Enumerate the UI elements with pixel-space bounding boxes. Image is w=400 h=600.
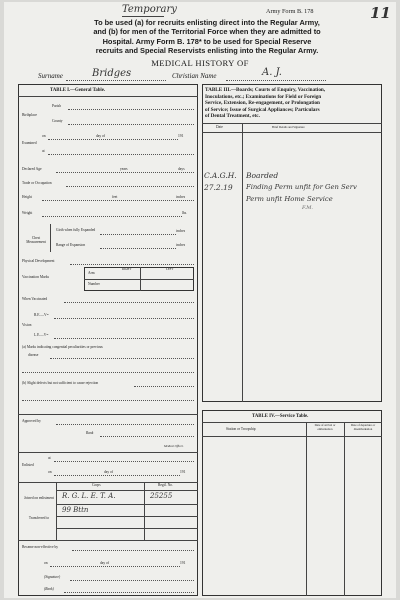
non-effective-day: day of [100, 561, 110, 565]
age-line [56, 172, 194, 173]
corner-mark: 11 [370, 4, 391, 22]
non-effective-date-line [50, 566, 180, 567]
corps-row-rule-3 [56, 528, 198, 529]
range-label: Range of Expansion [56, 243, 86, 247]
examined-day: day of [96, 134, 106, 138]
table-4-divider-1 [306, 422, 307, 596]
vision-le-line [54, 338, 194, 339]
enlisted-year: 191 [180, 470, 186, 474]
table-4-service [202, 410, 382, 596]
slight-defects-line-2 [22, 400, 194, 401]
table-4-station-header: Station or Troopship [226, 427, 256, 431]
enlisted-label: Enlisted [22, 463, 34, 467]
table-3-column-divider [242, 123, 243, 402]
table-4-divider-2 [344, 422, 345, 596]
rank-bottom-label: (Rank) [44, 587, 54, 591]
corps-row-rule [56, 504, 198, 505]
disease-line [50, 358, 194, 359]
vision-label: Vision [22, 323, 32, 327]
surname-line [66, 80, 166, 81]
table-3-entry-initials: F.M. [302, 205, 313, 211]
table-3-title-line: of Dental Treatment, etc. [205, 113, 260, 120]
when-vaccinated-label: When Vaccinated [22, 297, 48, 301]
approved-label: Approved by [22, 419, 41, 423]
chest-inches-2: inches [176, 243, 186, 247]
corps-rule-bottom [18, 540, 198, 541]
corps-row-1: R. G. L. E. T. A. [62, 492, 116, 500]
height-label: Height [22, 195, 32, 199]
corps-header: Corps [92, 483, 101, 487]
christian-name-line [226, 80, 326, 81]
examined-date-line [48, 139, 178, 140]
weight-line [42, 216, 182, 217]
examined-year: 191 [178, 134, 184, 138]
instruction-line: recruits and Special Reservists enlisting into the Regular Army. [95, 46, 319, 56]
vision-re-label: R.E.—V= [34, 313, 49, 317]
when-vaccinated-line [64, 302, 194, 303]
instruction-line: To be used (a) for recruits enlisting direct into the Regular Army, [94, 18, 320, 27]
regtl-row-1: 25255 [150, 492, 173, 500]
lbs-label: lbs. [182, 211, 188, 215]
temporary-annotation: Temporary [122, 4, 177, 15]
trade-label: Trade or Occupation [22, 181, 52, 185]
table-3-entry-detail: Finding Perm unfit for Gen Serv [246, 183, 357, 191]
parish-label: Parish [52, 104, 61, 108]
instruction-line: and (b) for men of the Territorial Force when they are admitted to [93, 27, 321, 37]
trade-line [66, 186, 194, 187]
range-line [100, 248, 176, 249]
table-4-title: TABLE IV.—Service Table. [252, 414, 309, 419]
vision-le-label: L.E.—V= [34, 333, 49, 337]
non-effective-on: on [44, 561, 48, 565]
county-line [68, 124, 194, 125]
table-1-title: TABLE I.—General Table. [50, 88, 106, 93]
enlisted-on: on [48, 470, 52, 474]
table-3-details-header: Brief Details and Signature [272, 125, 305, 129]
disease-label: disease [28, 353, 39, 357]
approved-rule [18, 414, 198, 415]
birthplace-label: Birthplace [22, 113, 37, 117]
table-4-departure-header: Date of departure or disembarkation [350, 423, 376, 431]
corps-header-rule [56, 490, 198, 491]
physical-line [70, 264, 194, 265]
rank-bottom-line [64, 592, 194, 593]
slight-defects-label: (b) Slight defects but not sufficient to cause rejection [22, 381, 99, 385]
table-3-title-line: Service, Extension, Re-engagement, or Prolongation [205, 100, 320, 107]
girth-label: Girth when fully Expanded [56, 228, 96, 232]
form-number: Army Form B. 178 [266, 8, 314, 15]
transferred-label: Transferred to [28, 516, 50, 520]
non-effective-label: Became non-effective by [22, 545, 59, 549]
rank-label: Rank [86, 431, 94, 435]
table-3-entry-date: 27.2.19 [204, 183, 233, 192]
table-3-header-rule [202, 132, 382, 133]
medical-officer-label: Medical Officer. [164, 444, 184, 448]
enlisted-at: at [48, 456, 51, 460]
enlisted-place-line [54, 461, 194, 462]
parish-line [68, 109, 194, 110]
girth-line [100, 234, 176, 235]
table-3-title-line: Inoculations, etc.; Examinations for Field or Foreign [205, 93, 322, 100]
years-label: years [120, 167, 128, 171]
form-title: MEDICAL HISTORY OF [151, 58, 249, 68]
table-3-entry-detail: Perm unfit Home Service [246, 195, 333, 203]
temporary-underline [122, 16, 164, 17]
christian-name-label: Christian Name [172, 72, 217, 80]
non-effective-line [72, 550, 194, 551]
table-3-date-header: Date [216, 125, 223, 129]
declared-age-label: Declared Age [22, 167, 42, 171]
days-label: days [178, 167, 185, 171]
arm-label: Arm [88, 271, 95, 275]
approved-line [56, 424, 194, 425]
rank-line [100, 436, 194, 437]
regtl-header: Regtl. No. [158, 483, 173, 487]
chest-divider [50, 224, 51, 252]
left-label: LEFT [166, 267, 174, 271]
non-effective-year: 191 [180, 561, 186, 565]
examined-at: at [42, 149, 45, 153]
enlisted-day: day of [104, 470, 114, 474]
examined-place-line [48, 154, 194, 155]
enlisted-rule [18, 452, 198, 453]
corps-row-rule-2 [56, 516, 198, 517]
county-label: County [52, 119, 63, 123]
slight-defects-line [134, 386, 194, 387]
surname-label: Surname [38, 72, 63, 80]
disease-line-2 [22, 372, 194, 373]
table-4-arrival-header: Date of arrival or embarkation [314, 423, 336, 431]
vaccination-box-divider [140, 267, 141, 291]
vision-re-line [54, 318, 194, 319]
table-3-entry-date: C.A.G.H. [204, 171, 237, 180]
vaccination-box-rule [84, 279, 194, 280]
feet-label: feet [112, 195, 118, 199]
marks-label: (a) Marks indicating congenital peculiarities or previous [22, 345, 103, 349]
medical-history-form [4, 2, 396, 598]
inches-label: inches [176, 195, 186, 199]
instruction-line: Hospital. Army Form B. 178* to be used for Special Reserve [102, 36, 312, 46]
table-3-title [205, 87, 325, 120]
instructions-block [32, 18, 382, 56]
examined-label: Examined [22, 141, 37, 145]
corps-row-2: 99 Bttn [62, 506, 89, 514]
surname-value: Bridges [92, 68, 132, 79]
vaccination-label: Vaccination Marks [22, 275, 50, 279]
table-3-title-line: of Service; Issue of Surgical Appliances; Particulars [205, 106, 320, 113]
christian-name-value: A. J. [262, 67, 282, 78]
table-4-header-rule [202, 436, 382, 437]
joined-label: Joined on enlistment [24, 496, 54, 500]
weight-label: Weight [22, 211, 33, 215]
table-3-title-line: TABLE III.—Boards; Courts of Enquiry, Vaccination, [205, 87, 326, 93]
physical-label: Physical Development [22, 259, 55, 263]
table-3-entry-detail: Boarded [246, 171, 279, 180]
signature-label: (Signature) [44, 575, 61, 579]
table-3-header-rule-top [202, 123, 382, 124]
chest-label: Chest Measurement [26, 236, 46, 244]
right-label: RIGHT [122, 267, 132, 271]
number-label: Number [88, 282, 100, 286]
height-line [42, 200, 194, 201]
chest-inches-1: inches [176, 229, 186, 233]
enlisted-date-line [54, 475, 180, 476]
examined-on: on [42, 134, 46, 138]
table-1-title-rule [18, 96, 198, 97]
signature-line [70, 580, 194, 581]
